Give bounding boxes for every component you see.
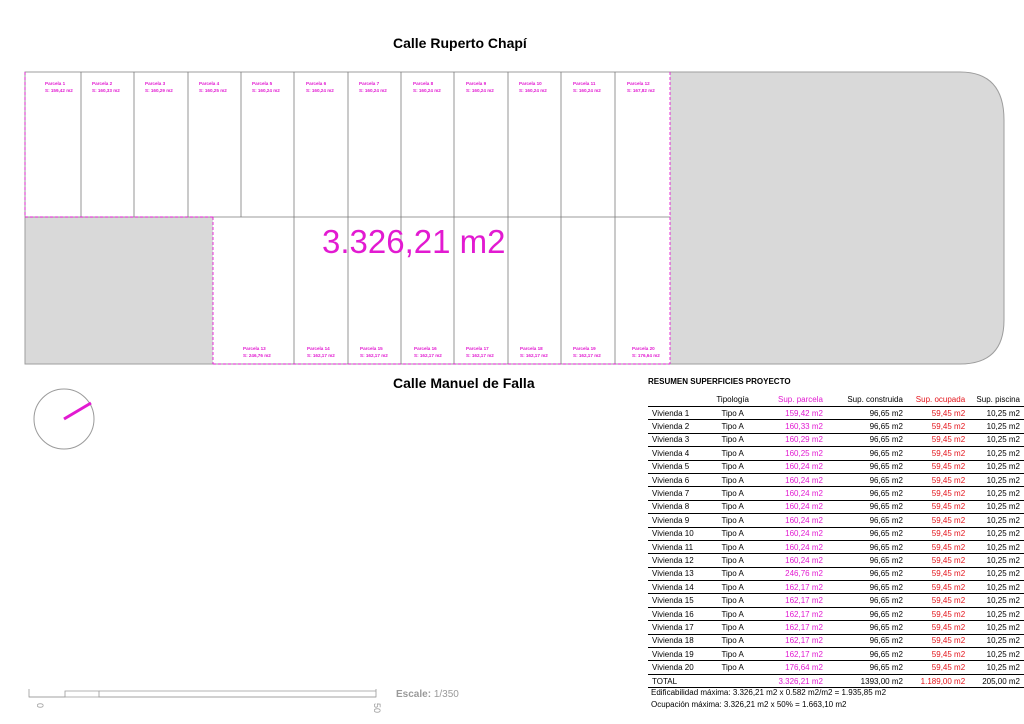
- row-tipologia: Tipo A: [705, 460, 760, 473]
- row-tipologia: Tipo A: [705, 661, 760, 674]
- row-tipologia: Tipo A: [705, 607, 760, 620]
- row-sup-parcela: 246,76 m2: [760, 567, 827, 580]
- row-sup-ocupada: 59,45 m2: [907, 500, 969, 513]
- row-sup-parcela: 162,17 m2: [760, 581, 827, 594]
- row-sup-parcela: 162,17 m2: [760, 594, 827, 607]
- row-sup-piscina: 10,25 m2: [969, 420, 1024, 433]
- row-name: Vivienda 17: [648, 621, 705, 634]
- row-name: Vivienda 4: [648, 447, 705, 460]
- row-tipologia: Tipo A: [705, 433, 760, 446]
- row-sup-ocupada: 59,45 m2: [907, 487, 969, 500]
- row-sup-ocupada: 59,45 m2: [907, 407, 969, 420]
- row-tipologia: Tipo A: [705, 621, 760, 634]
- row-sup-piscina: 10,25 m2: [969, 540, 1024, 553]
- scale-end-label: 50: [372, 703, 382, 714]
- table-row: [648, 554, 1024, 567]
- row-sup-parcela: 160,24 m2: [760, 540, 827, 553]
- street-name-top: Calle Ruperto Chapí: [393, 35, 527, 51]
- row-sup-piscina: 10,25 m2: [969, 447, 1024, 460]
- parcel-label: Parcela 16: [414, 346, 437, 351]
- row-name: Vivienda 8: [648, 500, 705, 513]
- table-row: [648, 473, 1024, 486]
- table-row: [648, 460, 1024, 473]
- table-row: [648, 581, 1024, 594]
- row-sup-ocupada: 59,45 m2: [907, 621, 969, 634]
- scale-bar: [29, 689, 376, 697]
- row-sup-construida: 96,65 m2: [827, 433, 907, 446]
- parcel-label: Parcela 11: [573, 81, 596, 86]
- row-tipologia: Tipo A: [705, 648, 760, 661]
- parcel-area: S: 160,24 m2: [413, 88, 441, 93]
- header-sup-piscina: Sup. piscina: [976, 394, 1020, 404]
- row-sup-construida: 96,65 m2: [827, 500, 907, 513]
- table-row: [648, 433, 1024, 446]
- row-name: Vivienda 6: [648, 473, 705, 486]
- row-sup-parcela: 160,24 m2: [760, 460, 827, 473]
- row-sup-construida: 96,65 m2: [827, 527, 907, 540]
- row-tipologia: Tipo A: [705, 514, 760, 527]
- header-tipologia: Tipología: [716, 394, 749, 404]
- row-sup-construida: 96,65 m2: [827, 487, 907, 500]
- parcel-label: Parcela 12: [627, 81, 650, 86]
- row-sup-ocupada: 59,45 m2: [907, 581, 969, 594]
- row-sup-construida: 96,65 m2: [827, 621, 907, 634]
- parcel-label: Parcela 13: [243, 346, 266, 351]
- scale-label-text: Escale:: [396, 689, 432, 700]
- row-sup-ocupada: 59,45 m2: [907, 447, 969, 460]
- table-row: [648, 648, 1024, 661]
- row-sup-parcela: 162,17 m2: [760, 607, 827, 620]
- header-sup-construida: Sup. construida: [847, 394, 903, 404]
- row-sup-construida: 96,65 m2: [827, 420, 907, 433]
- parcel-area: S: 246,76 m2: [243, 353, 271, 358]
- row-sup-ocupada: 59,45 m2: [907, 594, 969, 607]
- parcel-area: S: 160,24 m2: [466, 88, 494, 93]
- row-name: Vivienda 5: [648, 460, 705, 473]
- table-row: [648, 514, 1024, 527]
- header-empty: [648, 392, 705, 407]
- header-sup-ocupada: Sup. ocupada: [915, 394, 966, 404]
- row-sup-piscina: 10,25 m2: [969, 634, 1024, 647]
- row-sup-ocupada: 59,45 m2: [907, 514, 969, 527]
- row-name: Vivienda 7: [648, 487, 705, 500]
- row-sup-construida: 96,65 m2: [827, 607, 907, 620]
- scale-value: 1/350: [433, 689, 459, 700]
- row-sup-parcela: 3.326,21 m2: [760, 674, 827, 687]
- row-sup-construida: 96,65 m2: [827, 634, 907, 647]
- parcel-label: Parcela 2: [92, 81, 113, 86]
- row-tipologia: Tipo A: [705, 634, 760, 647]
- row-name: Vivienda 12: [648, 554, 705, 567]
- row-sup-construida: 1393,00 m2: [827, 674, 907, 687]
- row-sup-parcela: 160,24 m2: [760, 473, 827, 486]
- parcel-area: S: 162,17 m2: [307, 353, 335, 358]
- row-sup-ocupada: 59,45 m2: [907, 460, 969, 473]
- parcel-label: Parcela 14: [307, 346, 330, 351]
- parcel-area: S: 162,17 m2: [520, 353, 548, 358]
- parcel-label: Parcela 18: [520, 346, 543, 351]
- row-sup-parcela: 176,64 m2: [760, 661, 827, 674]
- parcel-area: S: 160,24 m2: [252, 88, 280, 93]
- table-row: [648, 567, 1024, 580]
- parcel-label: Parcela 4: [199, 81, 220, 86]
- row-sup-piscina: 10,25 m2: [969, 500, 1024, 513]
- parcel-label: Parcela 5: [252, 81, 273, 86]
- table-row: [648, 500, 1024, 513]
- row-sup-construida: 96,65 m2: [827, 648, 907, 661]
- row-name: Vivienda 16: [648, 607, 705, 620]
- row-name: Vivienda 13: [648, 567, 705, 580]
- row-sup-ocupada: 59,45 m2: [907, 634, 969, 647]
- table-row: [648, 527, 1024, 540]
- row-sup-ocupada: 59,45 m2: [907, 567, 969, 580]
- row-sup-parcela: 160,33 m2: [760, 420, 827, 433]
- row-name: Vivienda 18: [648, 634, 705, 647]
- row-sup-construida: 96,65 m2: [827, 460, 907, 473]
- row-name: Vivienda 11: [648, 540, 705, 553]
- row-sup-piscina: 10,25 m2: [969, 621, 1024, 634]
- row-name: Vivienda 10: [648, 527, 705, 540]
- row-tipologia: Tipo A: [705, 407, 760, 420]
- row-sup-parcela: 160,24 m2: [760, 500, 827, 513]
- parcel-label: Parcela 7: [359, 81, 380, 86]
- scale-label: [396, 689, 459, 700]
- table-row: [648, 607, 1024, 620]
- row-sup-piscina: 10,25 m2: [969, 514, 1024, 527]
- edificabilidad-note: Edificabilidad máxima: 3.326,21 m2 x 0.582 m2/m2 = 1.935,85 m2: [651, 688, 887, 697]
- parcel-area: S: 160,24 m2: [519, 88, 547, 93]
- parcel-area: S: 160,24 m2: [359, 88, 387, 93]
- parcel-area: S: 162,17 m2: [466, 353, 494, 358]
- row-sup-construida: 96,65 m2: [827, 661, 907, 674]
- parcel-area: S: 176,64 m2: [632, 353, 660, 358]
- row-sup-piscina: 205,00 m2: [969, 674, 1024, 687]
- total-row: [648, 674, 1024, 687]
- parcel-label: Parcela 15: [360, 346, 383, 351]
- table-row: [648, 634, 1024, 647]
- row-sup-construida: 96,65 m2: [827, 567, 907, 580]
- header-sup-parcela: Sup. parcela: [778, 394, 823, 404]
- row-sup-ocupada: 59,45 m2: [907, 527, 969, 540]
- row-tipologia: Tipo A: [705, 594, 760, 607]
- row-tipologia: Tipo A: [705, 540, 760, 553]
- parcel-label: Parcela 3: [145, 81, 166, 86]
- row-name: Vivienda 15: [648, 594, 705, 607]
- row-tipologia: Tipo A: [705, 473, 760, 486]
- row-name: Vivienda 2: [648, 420, 705, 433]
- parcel-label: Parcela 6: [306, 81, 327, 86]
- row-tipologia: Tipo A: [705, 420, 760, 433]
- table-row: [648, 540, 1024, 553]
- north-arrow-icon: [34, 389, 94, 449]
- street-name-bottom: Calle Manuel de Falla: [393, 375, 535, 391]
- parcel-area: S: 162,17 m2: [414, 353, 442, 358]
- row-tipologia: Tipo A: [705, 487, 760, 500]
- row-sup-piscina: 10,25 m2: [969, 527, 1024, 540]
- table-row: [648, 621, 1024, 634]
- parcel-area: S: 160,25 m2: [199, 88, 227, 93]
- row-tipologia: Tipo A: [705, 567, 760, 580]
- table-row: [648, 594, 1024, 607]
- row-tipologia: Tipo A: [705, 554, 760, 567]
- row-sup-piscina: 10,25 m2: [969, 607, 1024, 620]
- parcel-area: S: 160,24 m2: [306, 88, 334, 93]
- row-sup-ocupada: 59,45 m2: [907, 473, 969, 486]
- row-sup-parcela: 160,24 m2: [760, 527, 827, 540]
- parcel-label: Parcela 8: [413, 81, 434, 86]
- row-sup-parcela: 160,24 m2: [760, 487, 827, 500]
- row-sup-ocupada: 59,45 m2: [907, 420, 969, 433]
- row-sup-construida: 96,65 m2: [827, 407, 907, 420]
- table-row: [648, 407, 1024, 420]
- table-row: [648, 420, 1024, 433]
- row-tipologia: Tipo A: [705, 500, 760, 513]
- row-sup-ocupada: 59,45 m2: [907, 607, 969, 620]
- row-sup-parcela: 160,24 m2: [760, 514, 827, 527]
- row-name: TOTAL: [648, 674, 705, 687]
- row-sup-construida: 96,65 m2: [827, 514, 907, 527]
- row-sup-piscina: 10,25 m2: [969, 433, 1024, 446]
- row-sup-piscina: 10,25 m2: [969, 487, 1024, 500]
- row-sup-piscina: 10,25 m2: [969, 473, 1024, 486]
- parcel-label: Parcela 1: [45, 81, 66, 86]
- row-sup-construida: 96,65 m2: [827, 581, 907, 594]
- row-tipologia: Tipo A: [705, 447, 760, 460]
- parcel-label: Parcela 10: [519, 81, 542, 86]
- parcel-label: Parcela 9: [466, 81, 487, 86]
- row-sup-ocupada: 59,45 m2: [907, 433, 969, 446]
- row-name: Vivienda 1: [648, 407, 705, 420]
- row-sup-piscina: 10,25 m2: [969, 567, 1024, 580]
- table-row: [648, 661, 1024, 674]
- row-sup-parcela: 160,25 m2: [760, 447, 827, 460]
- row-name: Vivienda 3: [648, 433, 705, 446]
- parcel-area: S: 162,17 m2: [573, 353, 601, 358]
- street-area-left: [25, 217, 213, 365]
- scale-start-label: 0: [35, 703, 45, 709]
- row-sup-piscina: 10,25 m2: [969, 648, 1024, 661]
- row-sup-construida: 96,65 m2: [827, 554, 907, 567]
- parcel-area: S: 160,24 m2: [573, 88, 601, 93]
- summary-title: RESUMEN SUPERFICIES PROYECTO: [648, 377, 791, 386]
- row-tipologia: [705, 674, 760, 687]
- row-sup-piscina: 10,25 m2: [969, 407, 1024, 420]
- row-name: Vivienda 20: [648, 661, 705, 674]
- row-sup-construida: 96,65 m2: [827, 473, 907, 486]
- row-sup-parcela: 162,17 m2: [760, 648, 827, 661]
- row-sup-parcela: 162,17 m2: [760, 634, 827, 647]
- table-row: [648, 487, 1024, 500]
- row-tipologia: Tipo A: [705, 581, 760, 594]
- summary-header-row: [648, 392, 1024, 407]
- row-sup-parcela: 159,42 m2: [760, 407, 827, 420]
- row-tipologia: Tipo A: [705, 527, 760, 540]
- parcel-label: Parcela 19: [573, 346, 596, 351]
- street-area-right: [670, 72, 1010, 365]
- parcel-area: S: 167,82 m2: [627, 88, 655, 93]
- total-area-label: 3.326,21 m2: [322, 223, 506, 260]
- row-sup-piscina: 10,25 m2: [969, 554, 1024, 567]
- row-name: Vivienda 19: [648, 648, 705, 661]
- parcel-label: Parcela 20: [632, 346, 655, 351]
- row-sup-piscina: 10,25 m2: [969, 460, 1024, 473]
- parcel-area: S: 160,29 m2: [145, 88, 173, 93]
- row-sup-piscina: 10,25 m2: [969, 581, 1024, 594]
- row-name: Vivienda 9: [648, 514, 705, 527]
- row-sup-ocupada: 59,45 m2: [907, 648, 969, 661]
- parcel-area: S: 159,42 m2: [45, 88, 73, 93]
- row-sup-ocupada: 59,45 m2: [907, 554, 969, 567]
- row-sup-construida: 96,65 m2: [827, 447, 907, 460]
- row-sup-ocupada: 1.189,00 m2: [907, 674, 969, 687]
- parcel-label: Parcela 17: [466, 346, 489, 351]
- row-sup-parcela: 162,17 m2: [760, 621, 827, 634]
- row-sup-piscina: 10,25 m2: [969, 661, 1024, 674]
- parcel-area: S: 162,17 m2: [360, 353, 388, 358]
- row-sup-parcela: 160,24 m2: [760, 554, 827, 567]
- row-sup-piscina: 10,25 m2: [969, 594, 1024, 607]
- table-row: [648, 447, 1024, 460]
- row-sup-construida: 96,65 m2: [827, 540, 907, 553]
- parcel-area: S: 160,33 m2: [92, 88, 120, 93]
- row-name: Vivienda 14: [648, 581, 705, 594]
- row-sup-ocupada: 59,45 m2: [907, 661, 969, 674]
- row-sup-construida: 96,65 m2: [827, 594, 907, 607]
- ocupacion-note: Ocupación máxima: 3.326,21 m2 x 50% = 1.663,10 m2: [651, 700, 847, 709]
- row-sup-ocupada: 59,45 m2: [907, 540, 969, 553]
- row-sup-parcela: 160,29 m2: [760, 433, 827, 446]
- summary-table: [648, 392, 1024, 688]
